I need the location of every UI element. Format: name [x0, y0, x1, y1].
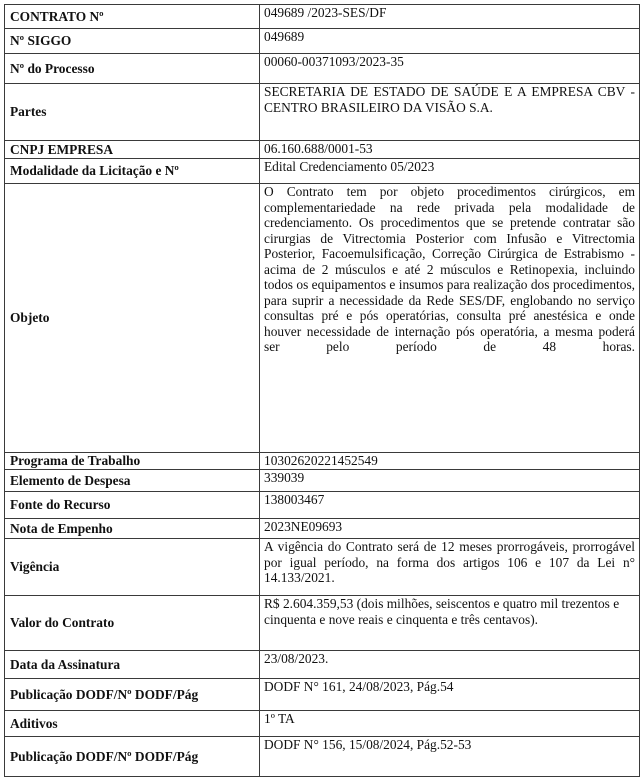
label-vigencia: Vigência [5, 539, 260, 596]
label-fonte: Fonte do Recurso [5, 492, 260, 519]
value-processo: 00060-00371093/2023-35 [260, 54, 640, 84]
label-siggo: Nº SIGGO [5, 29, 260, 54]
row-elemento [5, 470, 640, 492]
row-assinatura [5, 651, 640, 679]
label-valor: Valor do Contrato [5, 596, 260, 651]
label-programa: Programa de Trabalho [5, 453, 260, 470]
value-programa: 10302620221452549 [260, 453, 640, 470]
row-cnpj [5, 141, 640, 159]
row-contrato [5, 5, 640, 29]
row-processo [5, 54, 640, 84]
row-programa [5, 453, 640, 470]
row-vigencia [5, 539, 640, 596]
value-vigencia: A vigência do Contrato será de 12 meses prorrogáveis, prorrogável por igual período, na forma dos artigos 106 e 107 da Lei n° 14.133/2021. [260, 539, 640, 596]
contract-summary-table [4, 4, 640, 777]
row-siggo [5, 29, 640, 54]
value-assinatura: 23/08/2023. [260, 651, 640, 679]
value-elemento: 339039 [260, 470, 640, 492]
value-siggo: 049689 [260, 29, 640, 54]
value-modalidade: Edital Credenciamento 05/2023 [260, 159, 640, 184]
label-publicacao-2: Publicação DODF/Nº DODF/Pág [5, 737, 260, 777]
label-contrato: CONTRATO Nº [5, 5, 260, 29]
value-publicacao-2: DODF N° 156, 15/08/2024, Pág.52-53 [260, 737, 640, 777]
row-fonte [5, 492, 640, 519]
value-aditivos: 1º TA [260, 711, 640, 737]
row-objeto [5, 184, 640, 453]
label-processo: Nº do Processo [5, 54, 260, 84]
label-assinatura: Data da Assinatura [5, 651, 260, 679]
label-aditivos: Aditivos [5, 711, 260, 737]
label-modalidade: Modalidade da Licitação e Nº [5, 159, 260, 184]
value-contrato: 049689 /2023-SES/DF [260, 5, 640, 29]
value-empenho: 2023NE09693 [260, 519, 640, 539]
row-partes [5, 84, 640, 141]
value-valor: R$ 2.604.359,53 (dois milhões, seiscentos e quatro mil trezentos e cinquenta e nove reais e cinquenta e três centavos). [260, 596, 640, 651]
value-publicacao-1: DODF N° 161, 24/08/2023, Pág.54 [260, 679, 640, 711]
label-empenho: Nota de Empenho [5, 519, 260, 539]
value-cnpj: 06.160.688/0001-53 [260, 141, 640, 159]
label-objeto: Objeto [5, 184, 260, 453]
label-cnpj: CNPJ EMPRESA [5, 141, 260, 159]
row-valor [5, 596, 640, 651]
row-aditivos [5, 711, 640, 737]
row-empenho [5, 519, 640, 539]
value-objeto: O Contrato tem por objeto procedimentos cirúrgicos, em complementariedade na rede privada pela modalidade de credenciamento. Os procedimentos que se pretende contratar são cirurgias de Vitrectomia Posterior com Infusão e Vitrectomia Posterior, Facoemulsificação, Correção Cirúrgica de Estrabismo - acima de 2 músculos e até 2 músculos e Retinopexia, incluindo todos os equipamentos e insumos para realização dos procedimentos, para suprir a necessidade da Rede SES/DF, englobando no serviço consultas pré e pós operatórias, consulta pré anestésica e onde houver necessidade de internação pós operatória, a mesma poderá ser pelo período de 48 horas. [260, 184, 640, 453]
value-fonte: 138003467 [260, 492, 640, 519]
label-partes: Partes [5, 84, 260, 141]
row-modalidade [5, 159, 640, 184]
row-publicacao-2 [5, 737, 640, 777]
value-partes: SECRETARIA DE ESTADO DE SAÚDE E A EMPRESA CBV - CENTRO BRASILEIRO DA VISÃO S.A. [260, 84, 640, 141]
label-publicacao-1: Publicação DODF/Nº DODF/Pág [5, 679, 260, 711]
label-elemento: Elemento de Despesa [5, 470, 260, 492]
row-publicacao-1 [5, 679, 640, 711]
